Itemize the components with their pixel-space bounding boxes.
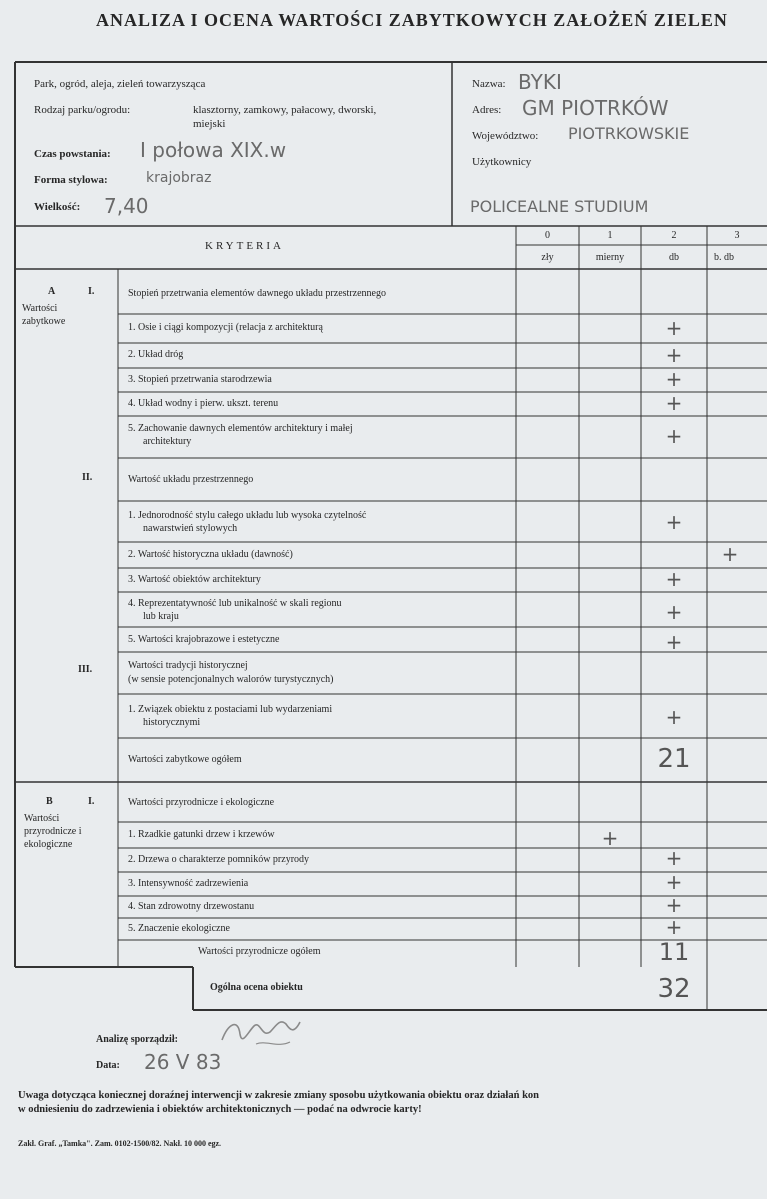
- wielkosc-value: 7,40: [104, 194, 149, 218]
- czas-label: Czas powstania:: [34, 148, 111, 160]
- g3-row-1b: historycznymi: [143, 717, 201, 728]
- zabytkowe-total-label: Wartości zabytkowe ogółem: [128, 754, 242, 765]
- adres-value: GM PIOTRKÓW: [522, 96, 669, 120]
- g1-row-4: 4. Układ wodny i pierw. ukszt. terenu: [128, 398, 279, 409]
- col-0-num: 0: [545, 230, 550, 241]
- forma-label: Forma stylowa:: [34, 174, 108, 186]
- mark-b-r5: +: [665, 915, 683, 939]
- group-3-heading: Wartości tradycji historycznej: [128, 660, 248, 671]
- mark-b-r2: +: [665, 846, 683, 870]
- mark-g2-r5: +: [665, 630, 683, 654]
- mark-b-r3: +: [665, 870, 683, 894]
- nazwa-value: BYKI: [518, 70, 562, 94]
- section-a-roman: I.: [88, 286, 95, 297]
- g1-row-1: 1. Osie i ciągi kompozycji (relacja z architekturą: [128, 322, 323, 333]
- zabytkowe-total-value: 21: [657, 744, 691, 774]
- b-row-1: 1. Rzadkie gatunki drzew i krzewów: [128, 829, 275, 840]
- signature-image: [216, 1004, 306, 1064]
- przyrodnicze-total-label: Wartości przyrodnicze ogółem: [198, 946, 321, 957]
- col-0-label: zły: [541, 252, 554, 263]
- b-row-5: 5. Znaczenie ekologiczne: [128, 923, 230, 934]
- g2-row-4: 4. Reprezentatywność lub unikalność w skali regionu: [128, 598, 342, 609]
- przyrodnicze-total-value: 11: [658, 938, 690, 966]
- col-1-label: mierny: [595, 252, 625, 263]
- g2-row-1: 1. Jednorodność stylu całego układu lub wysoka czytelność: [128, 510, 367, 521]
- analize-label: Analizę sporządził:: [96, 1034, 178, 1045]
- kryteria-header: KRYTERIA: [205, 240, 284, 252]
- section-a-name: Wartości zabytkowe: [22, 303, 66, 327]
- form-title: ANALIZA I OCENA WARTOŚCI ZABYTKOWYCH ZAŁOŻEŃ ZIELEN: [96, 10, 728, 30]
- g1-row-3: 3. Stopień przetrwania starodrzewia: [128, 374, 272, 385]
- mark-g1-r1: +: [665, 316, 683, 340]
- ogolna-ocena-label: Ogólna ocena obiektu: [210, 982, 303, 993]
- wielkosc-label: Wielkość:: [34, 201, 81, 213]
- section-b-letter: B: [46, 796, 53, 807]
- mark-g3-r1: +: [665, 705, 683, 729]
- g2-row-5: 5. Wartości krajobrazowe i estetyczne: [128, 634, 280, 645]
- b-row-2: 2. Drzewa o charakterze pomników przyrody: [128, 854, 310, 865]
- data-label: Data:: [96, 1060, 120, 1071]
- mark-b-r4: +: [665, 893, 683, 917]
- mark-g1-r4: +: [665, 391, 683, 415]
- g2-row-4b: lub kraju: [143, 611, 179, 622]
- imprint: Zakł. Graf. „Tamka". Zam. 0102-1500/82. Nakł. 10 000 egz.: [18, 1139, 222, 1148]
- rodzaj-options-2: miejski: [193, 118, 226, 130]
- mark-g2-r4: +: [665, 600, 683, 624]
- wojewodztwo-value: PIOTRKOWSKIE: [568, 124, 690, 143]
- mark-b-r1: +: [601, 826, 619, 850]
- g2-row-1b: nawarstwień stylowych: [143, 523, 238, 534]
- col-2-num: 2: [671, 230, 677, 241]
- mark-g2-r3: +: [665, 567, 683, 591]
- section-a-letter: A: [48, 286, 56, 297]
- uwaga-line-2: w odniesieniu do zadrzewienia i obiektów architektonicznych — podać na odwrocie karty!: [18, 1104, 422, 1115]
- mark-g2-r1: +: [665, 510, 683, 534]
- uwaga-line-1: Uwaga dotycząca koniecznej doraźnej interwencji w zakresie zmiany sposobu użytkowania obiektu oraz działań kon: [18, 1090, 539, 1101]
- section-a-roman-3: III.: [78, 664, 93, 675]
- section-b-name: Wartości przyrodnicze i ekologiczne: [24, 813, 82, 850]
- rodzaj-options: klasztorny, zamkowy, pałacowy, dworski,: [193, 104, 377, 116]
- b-row-3: 3. Intensywność zadrzewienia: [128, 878, 249, 889]
- b-heading: Wartości przyrodnicze i ekologiczne: [128, 797, 275, 808]
- g2-row-3: 3. Wartość obiektów architektury: [128, 574, 261, 585]
- g2-row-2: 2. Wartość historyczna układu (dawność): [128, 549, 293, 560]
- wojewodztwo-label: Województwo:: [472, 130, 539, 142]
- g1-row-2: 2. Układ dróg: [128, 349, 184, 360]
- mark-g1-r2: +: [665, 343, 683, 367]
- col-3-num: 3: [734, 230, 740, 241]
- ogolna-ocena-value: 32: [657, 974, 691, 1004]
- adres-label: Adres:: [472, 104, 502, 116]
- g3-row-1: 1. Związek obiektu z postaciami lub wydarzeniami: [128, 704, 333, 715]
- czas-value: I połowa XIX.w: [140, 138, 287, 162]
- group-1-heading: Stopień przetrwania elementów dawnego układu przestrzennego: [128, 288, 386, 299]
- col-3-label: b. db: [714, 252, 734, 263]
- forma-value: krajobraz: [146, 170, 212, 186]
- mark-g2-r2: +: [721, 542, 739, 566]
- b-row-4: 4. Stan zdrowotny drzewostanu: [128, 901, 255, 912]
- rodzaj-label: Rodzaj parku/ogrodu:: [34, 104, 131, 116]
- col-1-num: 1: [607, 230, 613, 241]
- mark-g1-r5: +: [665, 424, 683, 448]
- uzytkownicy-label: Użytkownicy: [472, 156, 532, 168]
- park-type-line: Park, ogród, aleja, zieleń towarzysząca: [34, 78, 206, 90]
- group-2-heading: Wartość układu przestrzennego: [128, 474, 254, 485]
- uzytkownicy-value: POLICEALNE STUDIUM: [470, 197, 649, 216]
- g1-row-5: 5. Zachowanie dawnych elementów architektury i małej: [128, 423, 353, 434]
- col-2-label: db: [669, 252, 679, 263]
- data-value: 26 V 83: [144, 1050, 222, 1074]
- mark-g1-r3: +: [665, 367, 683, 391]
- nazwa-label: Nazwa:: [472, 78, 506, 90]
- group-3-heading-2: (w sensie potencjonalnych walorów turystycznych): [128, 674, 334, 685]
- section-a-roman-2: II.: [82, 472, 93, 483]
- section-b-roman: I.: [88, 796, 95, 807]
- g1-row-5b: architektury: [143, 436, 192, 447]
